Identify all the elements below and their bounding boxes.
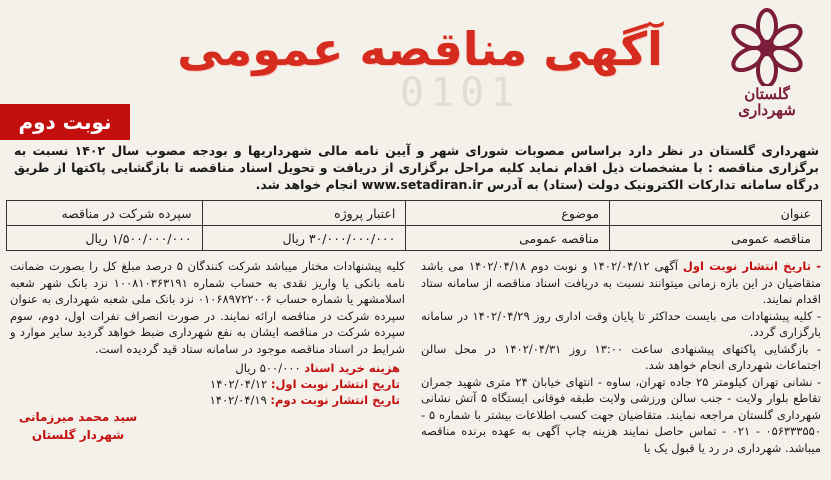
condition-publication-text: آگهی ۱۴۰۲/۰۴/۱۲ و نوبت دوم ۱۴۰۲/۰۴/۱۸ می باشد متقاضیان در این بازه زمانی میتوانند نسبت به دریافت اسناد مناقصه از سامانه ستاد اقدام نمایند. bbox=[421, 259, 821, 306]
header-deposit: سپرده شرکت در مناقصه bbox=[7, 201, 203, 226]
header-budget: اعتبار پروژه bbox=[202, 201, 406, 226]
conditions-column-right bbox=[421, 258, 821, 456]
document-cost-row bbox=[180, 360, 400, 376]
cell-deposit: ۱/۵۰۰/۰۰۰/۰۰۰ ریال bbox=[7, 226, 203, 251]
municipality-logo bbox=[711, 6, 823, 132]
table-row bbox=[7, 226, 822, 251]
setad-website: www.setadiran.ir bbox=[361, 177, 483, 192]
round-badge: نوبت دوم bbox=[0, 104, 130, 140]
logo-line-1: گلستان bbox=[744, 85, 790, 103]
first-publication-row bbox=[180, 376, 400, 392]
cell-budget: ۳۰/۰۰۰/۰۰۰/۰۰۰ ریال bbox=[202, 226, 406, 251]
document-cost-label: هزینه خرید اسناد bbox=[304, 361, 400, 375]
condition-deposit: کلیه پیشنهادات مختار میباشد شرکت کنندگان ۵ درصد مبلغ کل را بصورت ضمانت نامه بانکی یا واریز نقدی به حساب شماره ۱۰۰۸۱۰۳۶۳۱۹۱ نزد بانک شهر شعبه اسلامشهر یا شماره حساب ۰۱۰۶۸۹۷۲۲۰۰۶ نزد بانک ملی شعبه شهرداری به عنوان سپرده شرکت در مناقصه ارائه نمایند. در صورت انصراف نفرات اول، دوم، سوم سپرده شرکت در مناقصه ایشان به نفع شهرداری ضبط خواهد گردید سایر موارد و شرایط در اسناد مناقصه موجود در سامانه ستاد قید گردیده است. bbox=[10, 259, 406, 356]
publication-dates bbox=[180, 360, 400, 408]
flower-emblem-icon bbox=[722, 6, 812, 86]
intro-tail: انجام خواهد شد. bbox=[255, 177, 358, 192]
first-date-value: ۱۴۰۲/۰۴/۱۲ bbox=[210, 377, 268, 391]
intro-paragraph bbox=[14, 142, 819, 193]
first-publication-label: - تاریخ انتشار نوبت اول bbox=[682, 259, 822, 273]
first-date-label: تاریخ انتشار نوبت اول: bbox=[270, 377, 400, 391]
header-title: عنوان bbox=[610, 201, 822, 226]
table-header-row bbox=[7, 201, 822, 226]
condition-deadline: - کلیه پیشنهادات می بایست حداکثر تا پایان وقت اداری روز ۱۴۰۲/۰۴/۲۹ در سامانه بارگزاری گردد. bbox=[421, 308, 822, 339]
intro-text: شهرداری گلستان در نظر دارد براساس مصوبات شورای شهر و آیین نامه مالی شهرداریها و بودجه مصوب سال ۱۴۰۲ نسبت به برگزاری مناقصه : با مشخصات ذیل اقدام نماید کلیه مراحل برگزاری از دریافت و تحویل اسناد مناقصه تا بازگشایی پاکتها از طریق درگاه سامانه تدارکات الکترونیک دولت (ستاد) به آدرس bbox=[14, 143, 819, 192]
header-subject: موضوع bbox=[406, 201, 610, 226]
second-date-value: ۱۴۰۲/۰۴/۱۹ bbox=[209, 393, 267, 407]
mayor-name: سید محمد میرزمانی bbox=[18, 410, 138, 424]
second-date-label: تاریخ انتشار نوبت دوم: bbox=[270, 393, 400, 407]
document-cost-value: ۵۰۰/۰۰۰ ریال bbox=[235, 361, 301, 375]
mayor-signature bbox=[8, 408, 148, 444]
watermark: 0101 bbox=[400, 70, 521, 116]
conditions-column-left bbox=[10, 258, 405, 357]
tender-table bbox=[6, 200, 822, 251]
second-publication-row bbox=[180, 392, 400, 408]
cell-title: مناقصه عمومی bbox=[610, 226, 822, 251]
ad-title: آگهی مناقصه عمومی bbox=[177, 22, 663, 76]
cell-subject: مناقصه عمومی bbox=[406, 226, 610, 251]
condition-opening: - بازگشایی پاکتهای پیشنهادی ساعت ۱۳:۰۰ روز ۱۴۰۲/۰۴/۳۱ در محل سالن اجتماعات شهرداری انجام خواهد شد. bbox=[421, 341, 821, 372]
condition-address: - نشانی تهران کیلومتر ۲۵ جاده تهران، ساوه - انتهای خیابان ۲۴ متری شهید جمران تقاطع بلوار ولایت - جنب سالن ورزشی ولایت طبقه فوقانی ایستگاه ۵ آتش نشانی شهرداری گلستان مراجعه نمایند. متقاضیان جهت کسب اطلاعات بیشتر با شماره ۵ - ۰۵۶۳۳۳۵۵۰ - ۰۲۱ - تماس حاصل نمایند هزینه چاپ آگهی به عهده برنده مناقصه میباشد. شهرداری در رد یا قبول یک یا bbox=[421, 374, 821, 455]
logo-line-2: شهرداری bbox=[738, 101, 796, 119]
condition-publication bbox=[421, 258, 821, 308]
mayor-title: شهردار گلستان bbox=[31, 428, 125, 442]
